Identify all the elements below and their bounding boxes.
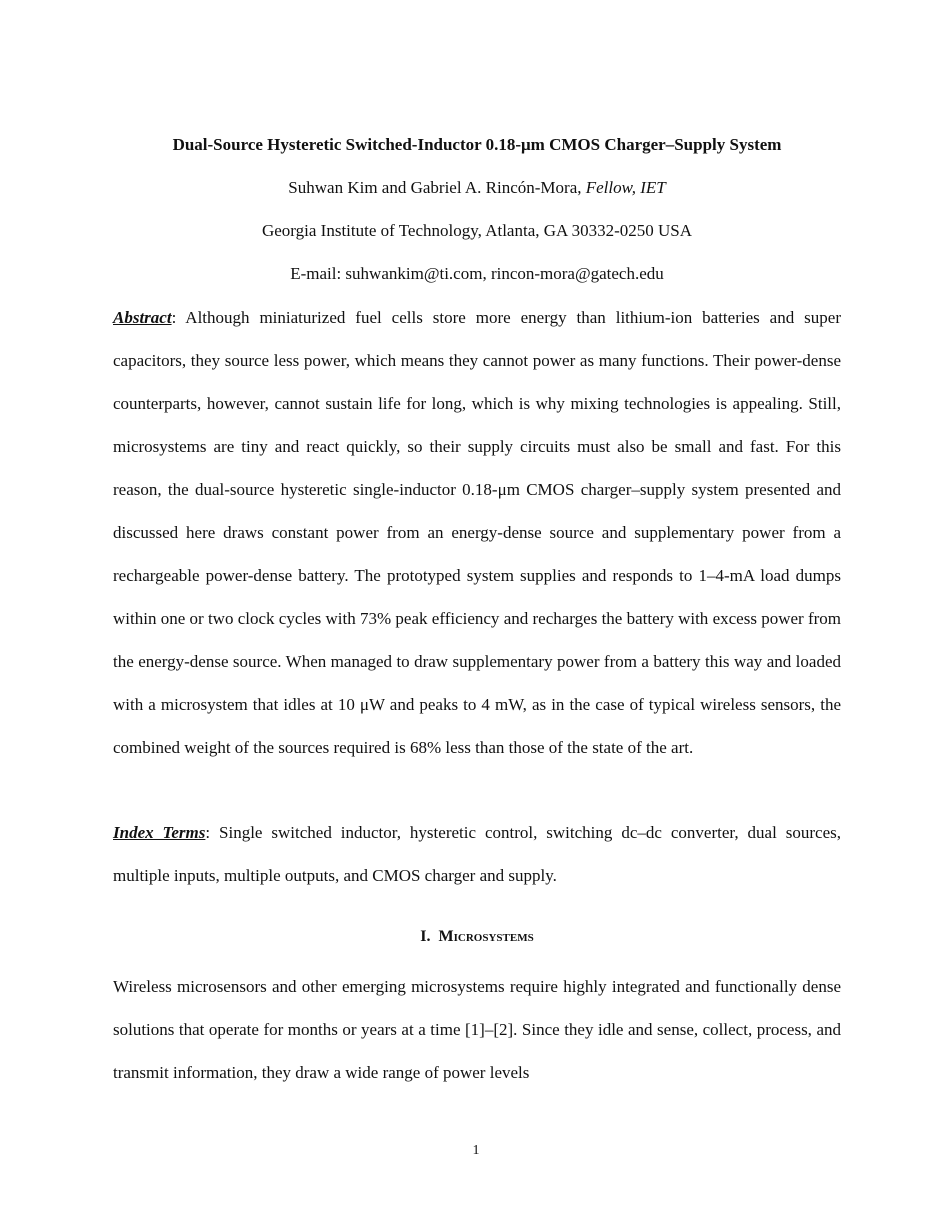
author-role: Fellow, IET [585,178,666,197]
paper-title: Dual-Source Hysteretic Switched-Inductor 0.18-μm CMOS Charger–Supply System [172,135,782,154]
section-heading [113,926,841,948]
abstract-paragraph [113,296,841,769]
affiliation: Georgia Institute of Technology, Atlanta, GA 30332-0250 USA [261,221,693,240]
index-terms-label: Index Terms [113,823,206,842]
section-number: I. [420,928,431,945]
abstract-label: Abstract [113,308,172,327]
abstract-text: : Although miniaturized fuel cells store more energy than lithium-ion batteries and super capacitors, they source less power, which means they cannot power as many functions. Their power-dense counterparts, however, cannot sustain life for long, which is why mixing technologies is appealing. Still, microsystems are tiny and react quickly, so their supply circuits must also be small and fast. For this reason, the dual-source hysteretic single-inductor 0.18-μm CMOS charger–supply system presented and discussed here draws constant power from an energy-dense source and supplementary power from a rechargeable power-dense battery. The prototyped system supplies and responds to 1–4-mA load dumps within one or two clock cycles with 73% peak efficiency and recharges the battery with excess power from the energy-dense source. When managed to draw supplementary power from a battery this way and loaded with a microsystem that idles at 10 μW and peaks to 4 mW, as in the case of typical wireless sensors, the combined weight of the sources required is 68% less than those of the state of the art. [113,308,841,757]
intro-paragraph: Wireless microsensors and other emerging microsystems require highly integrated and functionally dense solutions that operate for months or years at a time [1]–[2]. Since they idle and sense, collect, process, and transmit information, they draw a wide range of power levels [113,977,841,1082]
index-terms-paragraph [113,811,841,897]
author-line [113,177,841,199]
index-terms-text: : Single switched inductor, hysteretic control, switching dc–dc converter, dual sources, multiple inputs, multiple outputs, and CMOS charger and supply. [113,823,841,885]
section-title: Microsystems [438,928,534,945]
author-names: Suhwan Kim and Gabriel A. Rincón-Mora, [288,178,586,197]
email-line: E-mail: suhwankim@ti.com, rincon-mora@gatech.edu [290,264,664,283]
page-number: 1 [472,1143,480,1158]
